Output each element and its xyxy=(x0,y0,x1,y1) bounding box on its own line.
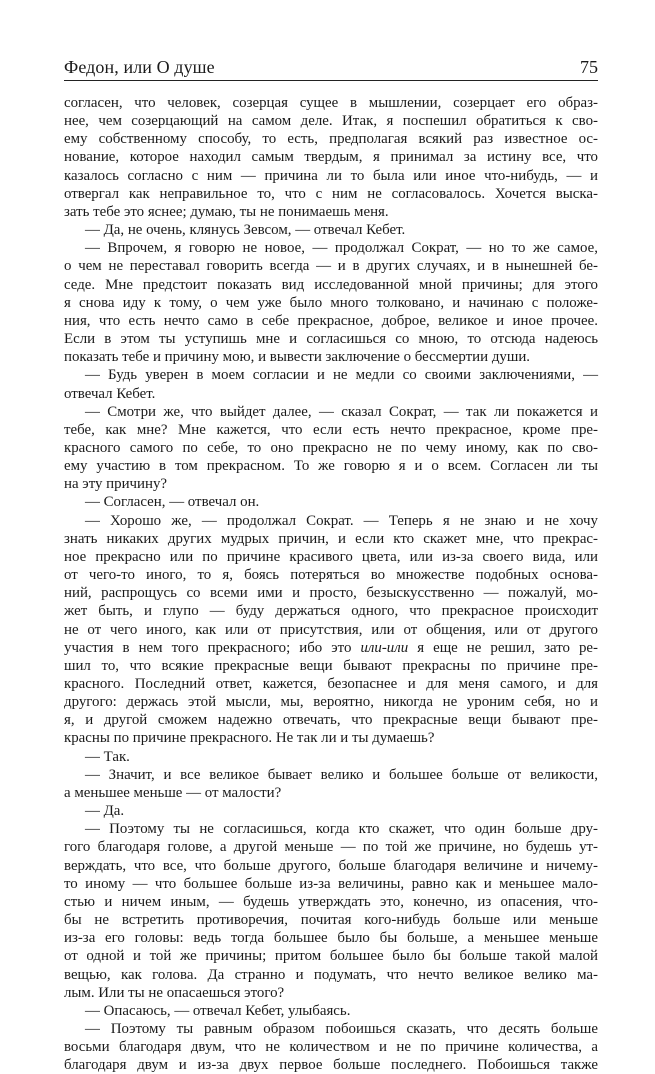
text-line: показать тебе и причину мою, и вывести заключение о бессмертии души. xyxy=(64,349,531,366)
text-line: Если в этом ты уступишь мне и согласишься со мною, то отсюда надеюсь xyxy=(64,331,598,348)
text-line: нование, которое находил самым твердым, я принимал за истину все, что xyxy=(64,149,598,166)
text-line: шил то, что всякие прекрасные вещи бывают прекрасны по причине пре- xyxy=(64,657,598,674)
running-title: Федон, или О душе xyxy=(64,57,215,77)
text-line: — Опасаюсь, — отвечал Кебет, улыбаясь. xyxy=(85,1002,351,1019)
text-line: из-за его головы: ведь тогда большее было бы больше, а меньшее меньше xyxy=(64,930,598,947)
page-number: 75 xyxy=(580,57,598,77)
text-line: отвергал как неправильное то, что с ним не согласовалось. Хочется выска- xyxy=(64,185,598,202)
text-segment: участия в нем того прекрасного; ибо это xyxy=(64,639,361,656)
text-line: от чего-то иного, то я, боясь потеряться во множестве подобных основа- xyxy=(64,567,598,584)
text-line: восьми благодаря двум, что не количеством и не по причине количества, а xyxy=(64,1039,598,1056)
running-head xyxy=(64,56,598,81)
text-line: — Поэтому ты равным образом побоишься сказать, что десять больше xyxy=(85,1020,598,1037)
text-line: отвечал Кебет. xyxy=(64,385,156,402)
text-line: — Впрочем, я говорю не новое, — продолжал Сократ, — но то же самое, xyxy=(85,240,598,257)
text-line: седе. Мне предстоит показать вид исследованной мной причины; для этого xyxy=(64,276,598,293)
text-line: ему участию в том прекрасном. То же говорю я и о всем. Согласен ли ты xyxy=(64,458,598,475)
text-line: — Значит, и все великое бывает велико и большее больше от великости, xyxy=(85,766,598,783)
text-line: то иному — что большее больше из-за величины, равно как и меньшее мало- xyxy=(64,875,598,892)
text-line: красны по причине прекрасного. Не так ли и ты думаешь? xyxy=(64,730,435,747)
text-line: лым. Или ты не опасаешься этого? xyxy=(64,984,285,1001)
text-line: зать тебе это яснее; думаю, ты не понимаешь меня. xyxy=(64,203,389,220)
text-line: знать никаких других мудрых причин, и если кто скажет мне, что прекрас- xyxy=(64,530,598,547)
text-line: другого: держась этой мысли, мы, вероятно, никогда не уроним себя, но и xyxy=(64,694,598,711)
text-line: а меньшее меньше — от малости? xyxy=(64,784,282,801)
text-line: казалось согласно с ним — причина ли то была или иное что-нибудь, — и xyxy=(64,167,598,184)
text-line: ное прекрасно или по причине красивого цвета, или из-за своего вида, или xyxy=(64,548,598,565)
text-line: бы не встретить противоречия, почитая кого-нибудь больше или меньше xyxy=(64,912,598,929)
text-line: на эту причину? xyxy=(64,476,168,493)
text-line: — Хорошо же, — продолжал Сократ. — Теперь я не знаю и не хочу xyxy=(85,512,598,529)
text-line: я снова иду к тому, о чем уже было много толковано, и начинаю с положе- xyxy=(64,294,598,311)
text-line: ний, распрощусь со всеми ими и просто, безыскусственно — пожалуй, мо- xyxy=(64,585,598,602)
text-line: вещью, как голова. Да странно и подумать, что нечто великое велико ма- xyxy=(64,966,598,983)
text-line: о чем не переставал говорить всегда — и в других случаях, и в нынешней бе- xyxy=(64,258,598,275)
text-line: красного самого по себе, то оно прекрасно не по чему иному, как по сво- xyxy=(64,439,598,456)
emphasis-text: или-или xyxy=(360,639,409,656)
text-line: согласен, что человек, созерцая сущее в мышлении, созерцает его образ- xyxy=(64,95,598,111)
text-line: гого благодаря голове, а другой меньше — по той же причине, но будешь ут- xyxy=(64,839,598,856)
text-line: верждать, что все, что больше другого, больше благодаря величине и ничему- xyxy=(64,857,598,874)
text-line xyxy=(64,639,598,657)
text-line: — Будь уверен в моем согласии и не медли со своими заключениями, — xyxy=(85,367,598,384)
text-segment: я еще не решил, зато ре- xyxy=(408,639,598,656)
body-text xyxy=(64,94,598,1074)
text-line: стью и ничем иным, — будешь утверждать это, конечно, из опасения, что- xyxy=(64,893,598,910)
text-line: не от чего иного, как или от присутствия, или от общения, или от другого xyxy=(64,621,598,638)
text-line: — Смотри же, что выйдет далее, — сказал Сократ, — так ли покажется и xyxy=(85,403,598,420)
text-line: жет быть, и глупо — буду держаться одного, что прекрасное происходит xyxy=(64,603,598,620)
text-line: — Да, не очень, клянусь Зевсом, — отвечал Кебет. xyxy=(85,222,406,239)
text-line: — Поэтому ты не согласишься, когда кто скажет, что один больше дру- xyxy=(85,821,598,838)
text-line: от одной и той же причины; притом большее было бы больше такой малой xyxy=(64,948,598,965)
text-line: я, и другой сможем надежно отвечать, что прекрасные вещи бывают пре- xyxy=(64,712,598,729)
text-line: красного. Последний ответ, кажется, безопаснее и для меня самого, и для xyxy=(64,676,598,692)
text-line: — Согласен, — отвечал он. xyxy=(85,494,260,511)
text-line: — Так. xyxy=(85,748,130,765)
text-line: благодаря двум и из-за двух первое больше последнего. Побоишься также xyxy=(64,1057,598,1074)
text-line: тебе, как мне? Мне кажется, что если есть нечто прекрасное, кроме пре- xyxy=(64,421,598,438)
text-line: ния, что есть нечто само в себе прекрасное, доброе, великое и иное прочее. xyxy=(64,312,598,329)
text-line: ему собственному способу, то есть, предполагая всякий раз известное ос- xyxy=(64,131,598,148)
text-line: нее, чем созерцающий на самом деле. Итак, я поспешил обратиться к сво- xyxy=(64,113,598,130)
text-line: — Да. xyxy=(85,803,125,820)
